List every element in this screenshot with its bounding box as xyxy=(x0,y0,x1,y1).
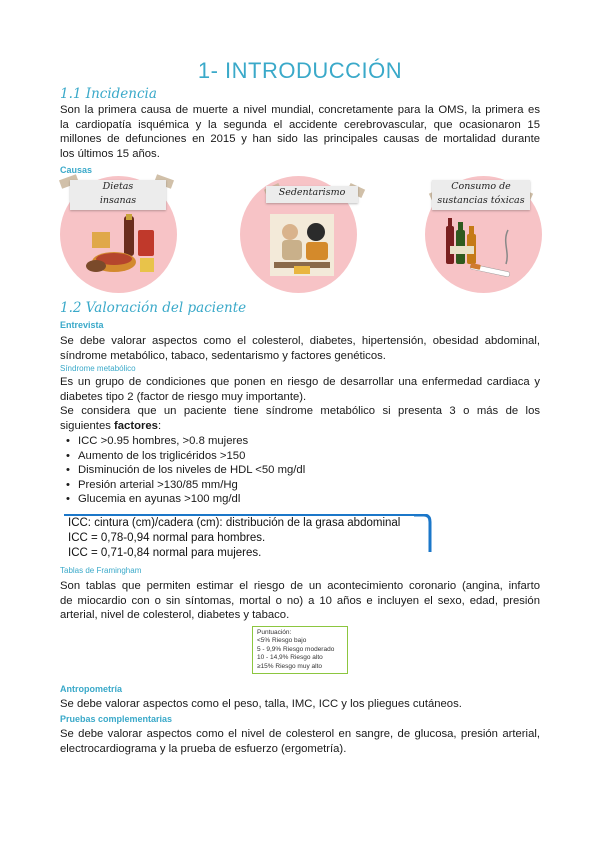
pruebas-paragraph xyxy=(60,727,540,756)
framingham-paragraph xyxy=(60,579,540,623)
text-line: de miocardio con o sin síntomas, mortal o no) a 10 años e incluyen el sexo, edad, presión xyxy=(60,594,540,607)
text-line: los últimos 15 años. xyxy=(60,147,160,160)
text-line: <5% Riesgo bajo xyxy=(257,637,307,645)
pruebas-label: Pruebas complementarias xyxy=(60,714,173,724)
list-item: • ICC >0.95 hombres, >0.8 mujeres xyxy=(60,434,540,449)
puntuacion-box xyxy=(252,626,348,674)
list-item: • Disminución de los niveles de HDL <50 mg/dl xyxy=(60,463,540,478)
text-line: Es un grupo de condiciones que ponen en riesgo de desarrollar una enfermedad cardiaca y xyxy=(60,376,540,388)
text-line: electrocardiograma y la prueba de esfuerzo (ergometría). xyxy=(60,742,347,755)
text-line: ≥15% Riesgo muy alto xyxy=(257,662,322,670)
entrevista-label: Entrevista xyxy=(60,320,104,330)
text-line: Puntuación: xyxy=(257,629,292,636)
text-line: Son tablas que permiten estimar el riesgo de un acontecimiento coronario (angina, infarto xyxy=(60,580,540,592)
list-item: • Presión arterial >130/85 mm/Hg xyxy=(60,478,540,493)
section-heading-valoracion: 1.2 Valoración del paciente xyxy=(60,300,247,316)
list-item: • Glucemia en ayunas >100 mg/dl xyxy=(60,492,540,507)
icc-box xyxy=(64,514,428,564)
text-line: la cardiopatía isquémica y la segunda el accidente cerebrovascular, que ocasionaron 15 xyxy=(60,118,540,131)
cause-tag-diet xyxy=(70,180,166,210)
text-line: ICC = 0,78-0,94 normal para hombres. xyxy=(68,532,266,544)
text-line: millones de defunciones en 2015 y han sido las principales causas de mortalidad durante xyxy=(60,133,540,146)
text-line: Se debe valorar aspectos como el colesterol, diabetes, hipertensión, obesidad abdominal, xyxy=(60,335,540,347)
bold-factores: factores xyxy=(114,419,158,432)
text-line: 10 - 14,9% Riesgo alto xyxy=(257,654,323,662)
tag-line: Consumo de xyxy=(451,181,511,192)
tag-line: insanas xyxy=(99,195,137,206)
text-line: Son la primera causa de muerte a nivel mundial, concretamente para la OMS, la primera es xyxy=(60,104,540,116)
tag-line: sustancias tóxicas xyxy=(437,195,525,206)
sindrome-label: Síndrome metabólico xyxy=(60,364,136,373)
antropometria-line: Se debe valorar aspectos como el peso, talla, IMC, ICC y los pliegues cutáneos. xyxy=(60,698,462,710)
tag-line: Sedentarismo xyxy=(278,187,346,198)
list-item: • Aumento de los triglicéridos >150 xyxy=(60,449,540,464)
text-line: ICC = 0,71-0,84 normal para mujeres. xyxy=(68,547,262,559)
icc-text xyxy=(68,516,400,561)
icc-corner-curve xyxy=(410,514,432,554)
junk-food-icon xyxy=(82,214,162,276)
sedentary-person-icon xyxy=(270,214,334,276)
page-title: 1- INTRODUCCIÓN xyxy=(197,58,403,83)
text-line: 5 - 9,9% Riesgo moderado xyxy=(257,645,335,653)
causas-label: Causas xyxy=(60,165,93,175)
section-heading-incidencia: 1.1 Incidencia xyxy=(60,86,157,102)
factors-list xyxy=(60,434,540,507)
text-line: Se debe valorar aspectos como el nivel de colesterol en sangre, de glucosa, presión arterial, xyxy=(60,728,540,740)
text-fragment: siguientes xyxy=(60,419,115,432)
text-fragment: : xyxy=(157,419,162,432)
bottles-cigarette-icon xyxy=(440,212,520,282)
text-line: Se considera que un paciente tiene síndrome metabólico si presenta 3 o más de los xyxy=(60,405,540,418)
text-line xyxy=(60,419,540,434)
entrevista-paragraph xyxy=(60,334,540,363)
incidencia-paragraph xyxy=(60,103,540,161)
sindrome-paragraph xyxy=(60,375,540,433)
cause-tag-sedentary xyxy=(266,186,358,203)
text-line: diabetes tipo 2 (factor de riesgo muy importante). xyxy=(60,390,307,403)
tag-line: Dietas xyxy=(102,181,134,192)
antropometria-label: Antropometría xyxy=(60,684,123,694)
text-line: ICC: cintura (cm)/cadera (cm): distribución de la grasa abdominal xyxy=(68,517,401,529)
text-line: arterial, nivel de colesterol, diabetes y tabaco. xyxy=(60,609,290,622)
cause-tag-toxic xyxy=(432,180,530,210)
text-line: síndrome metabólico, tabaco, sedentarismo y factores genéticos. xyxy=(60,349,386,362)
framingham-label: Tablas de Framingham xyxy=(60,566,142,575)
